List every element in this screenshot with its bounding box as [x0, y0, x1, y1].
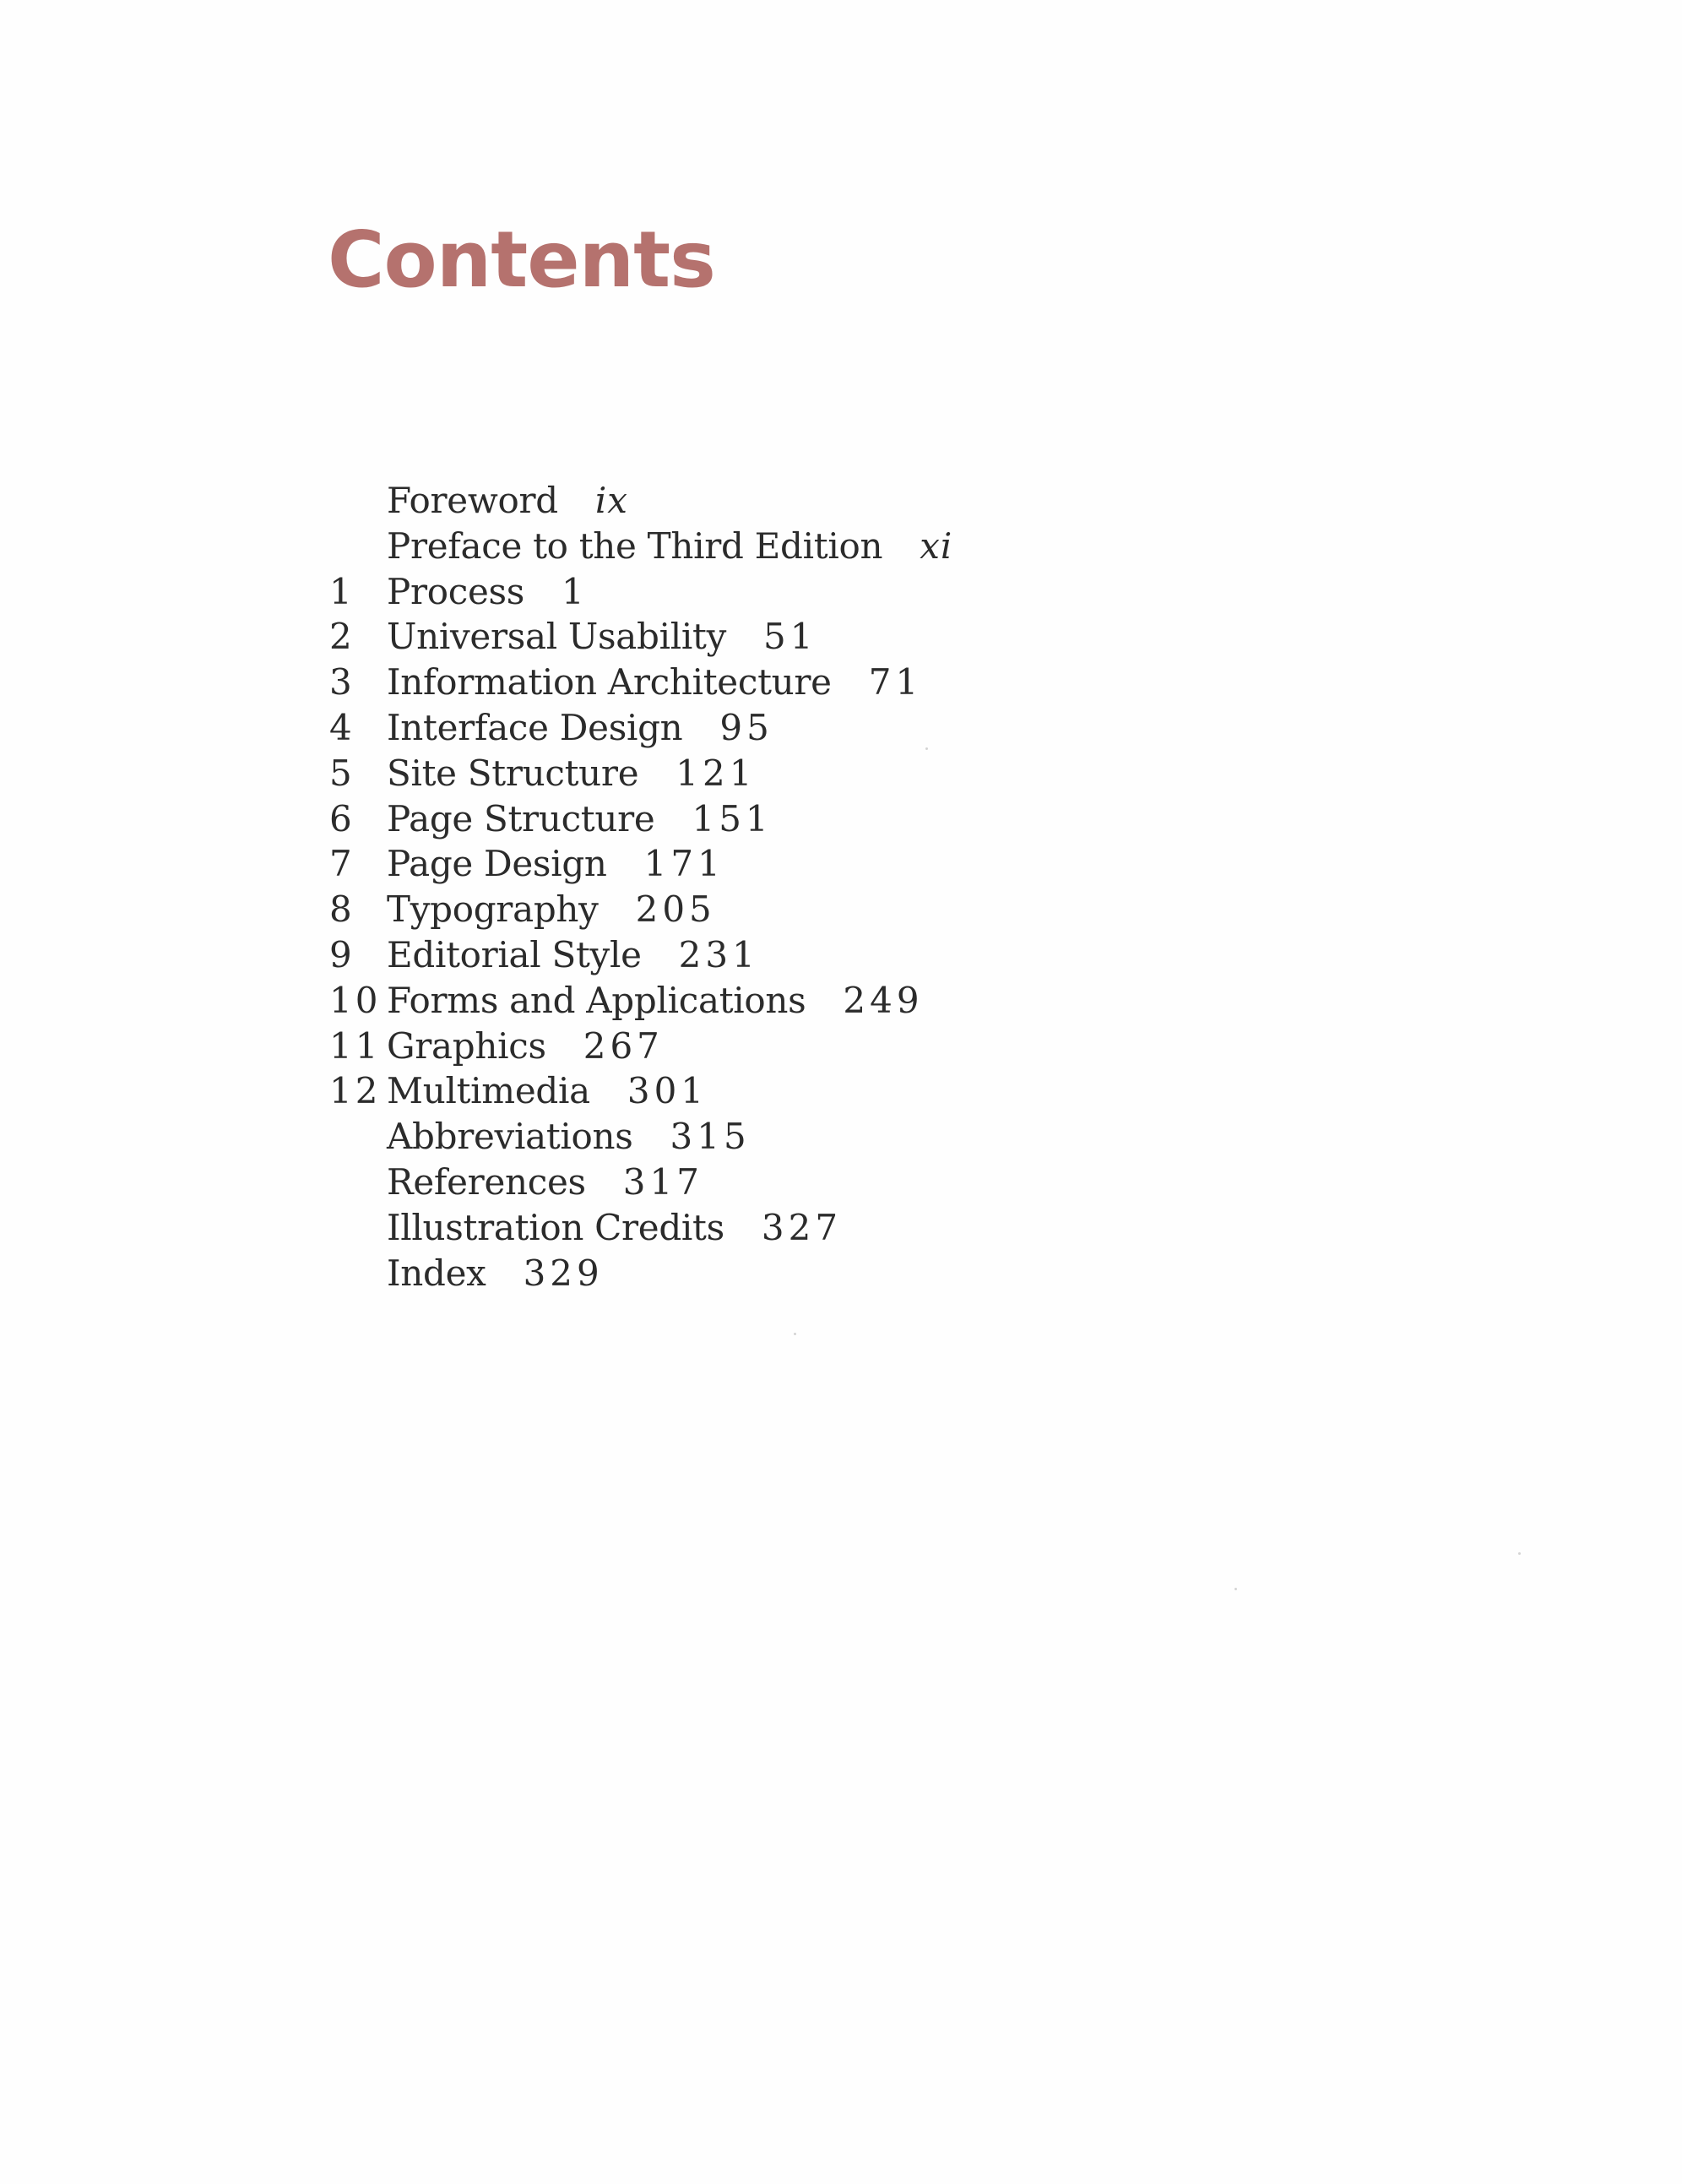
scan-speck: [925, 747, 928, 750]
toc-entry-title: Information Architecture: [387, 661, 832, 704]
toc-entry-page: xi: [920, 524, 953, 567]
toc-entry-title: Typography: [387, 888, 599, 931]
toc-entry-chapter-4: [329, 705, 952, 751]
toc-entry-chapter-6: [329, 796, 952, 842]
toc-entry-chapter-12: [329, 1068, 952, 1114]
toc-entry-title: Interface Design: [387, 706, 683, 748]
toc-entry-references: [329, 1160, 952, 1205]
toc-entry-page: 267: [583, 1024, 664, 1067]
toc-entry-page: 327: [761, 1206, 843, 1248]
toc-entry-number: 11: [329, 1024, 382, 1067]
scan-speck: [1234, 1588, 1237, 1590]
toc-entry-title: Preface to the Third Edition: [387, 524, 883, 567]
toc-entry-title: Forms and Applications: [387, 979, 806, 1021]
toc-entry-number: 9: [329, 933, 355, 975]
toc-entry-number: 8: [329, 888, 355, 931]
toc-entry-chapter-9: [329, 932, 952, 978]
toc-entry-page: 1: [562, 570, 589, 612]
toc-entry-chapter-11: [329, 1024, 952, 1069]
toc-entry-number: 7: [329, 843, 355, 885]
toc-entry-number: 6: [329, 797, 355, 839]
toc-entry-page: 231: [678, 933, 759, 975]
toc-entry-title: Process: [387, 570, 525, 612]
toc-entry-title: Foreword: [387, 480, 558, 521]
toc-entry-page: 329: [523, 1252, 604, 1294]
toc-entry-number: 12: [329, 1070, 382, 1112]
toc-entry-index: [329, 1251, 952, 1296]
toc-entry-title: Page Structure: [387, 797, 655, 839]
toc-entry-title: Illustration Credits: [387, 1206, 724, 1248]
toc-entry-page: 95: [719, 706, 773, 748]
toc-entry-chapter-7: [329, 841, 952, 887]
scan-speck: [794, 1333, 796, 1335]
scan-speck: [1518, 1552, 1521, 1555]
toc-entry-page: 121: [676, 752, 757, 794]
toc-entry-number: 10: [329, 979, 382, 1021]
toc-entry-chapter-3: [329, 660, 952, 705]
toc-entry-chapter-1: [329, 569, 952, 615]
toc-entry-number: 5: [329, 752, 355, 794]
toc-entry-number: 3: [329, 661, 355, 704]
toc-entry-page: ix: [594, 480, 628, 521]
toc-entry-title: References: [387, 1160, 586, 1203]
toc-entry-chapter-10: [329, 978, 952, 1024]
toc-entry-title: Page Design: [387, 843, 607, 885]
table-of-contents: [329, 478, 952, 1296]
toc-entry-title: Abbreviations: [387, 1116, 633, 1158]
page-title: Contents: [328, 215, 715, 305]
toc-entry-page: 315: [670, 1116, 751, 1158]
toc-entry-page: 205: [635, 888, 716, 931]
toc-entry-title: Universal Usability: [387, 616, 726, 658]
toc-entry-title: Multimedia: [387, 1070, 590, 1112]
toc-entry-page: 151: [692, 797, 773, 839]
toc-entry-number: 2: [329, 616, 355, 658]
toc-entry-page: 71: [868, 661, 923, 704]
toc-entry-chapter-2: [329, 614, 952, 660]
toc-entry-page: 171: [643, 843, 724, 885]
toc-entry-page: 301: [627, 1070, 708, 1112]
toc-entry-illustration-credits: [329, 1205, 952, 1251]
toc-entry-title: Graphics: [387, 1024, 546, 1067]
toc-entry-title: Index: [387, 1252, 486, 1294]
toc-entry-number: 1: [329, 570, 355, 612]
toc-entry-number: 4: [329, 706, 355, 748]
toc-entry-page: 51: [763, 616, 817, 658]
toc-entry-preface: [329, 524, 952, 569]
toc-entry-abbreviations: [329, 1114, 952, 1160]
toc-entry-title: Editorial Style: [387, 933, 642, 975]
toc-entry-chapter-5: [329, 751, 952, 796]
toc-entry-foreword: [329, 478, 952, 524]
toc-entry-chapter-8: [329, 887, 952, 932]
toc-entry-title: Site Structure: [387, 752, 639, 794]
toc-entry-page: 317: [622, 1160, 703, 1203]
toc-entry-page: 249: [843, 979, 924, 1021]
